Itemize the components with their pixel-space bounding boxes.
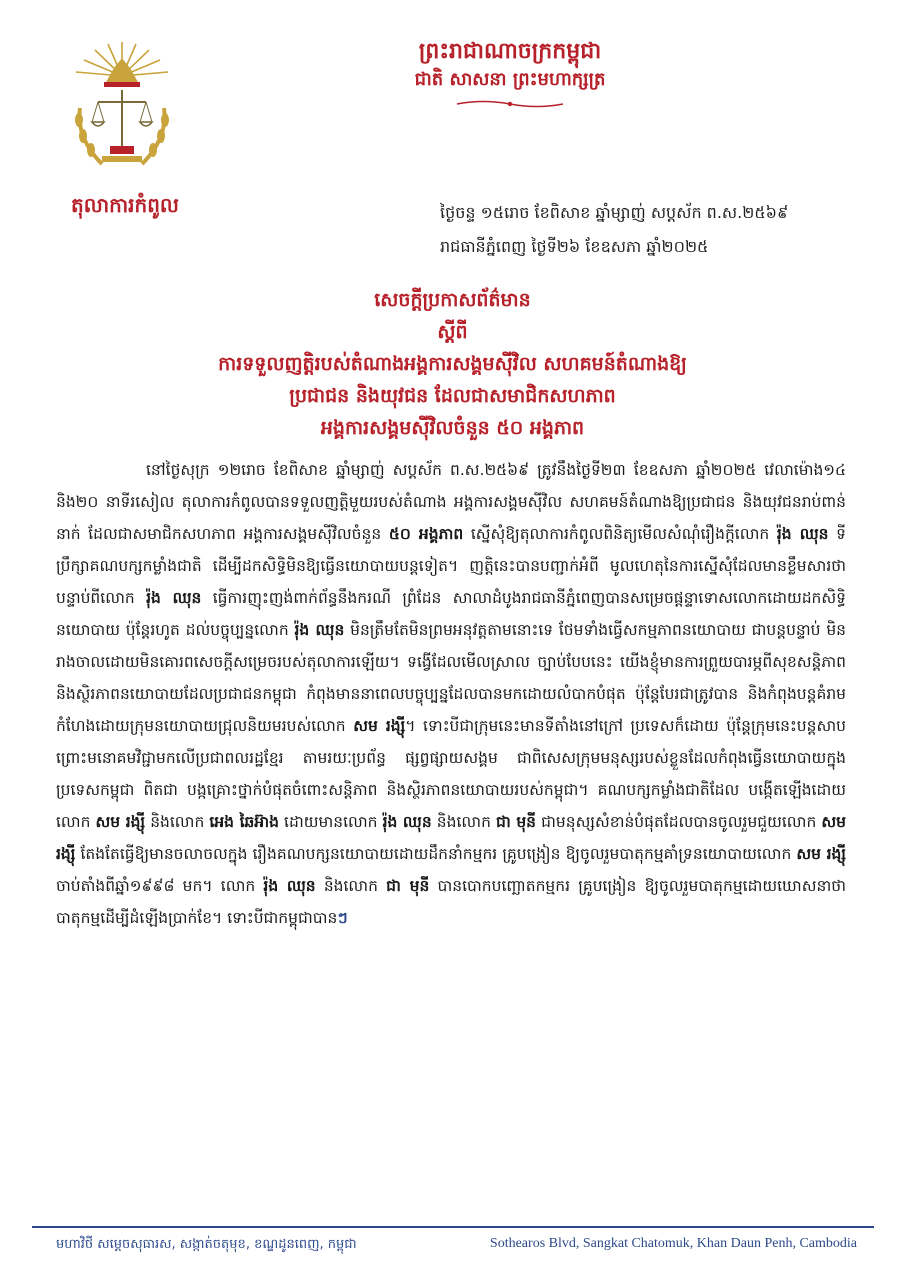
title-line1: សេចក្តីប្រកាសព័ត៌មាន: [374, 289, 531, 311]
body-text: ធ្វើការញុះញង់ពាក់ព័ន្ធនឹងករណី ព្រំដែន សាលាដំបូងរាជធានីភ្នំពេញបានសម្រេចផ្តន្ទាទោសលោកដោយដកសិទ្ធិនយោបាយ ប៉ុន្តែរហូត ដល់បច្ចុប្បន្នលោក: [56, 589, 846, 639]
date-lunar: ថ្ងៃចន្ទ ១៥រោច ខែពិសាខ ឆ្នាំម្សាញ់ សប្តស័ក ព.ស.២៥៦៩: [440, 203, 789, 222]
body-text: និងលោក: [431, 813, 497, 831]
body-bold: សម រង្ស៊ី: [56, 813, 847, 863]
body-bold: រ៉ុង ឈុន: [263, 877, 316, 895]
body-text: ដោយមានលោក: [278, 813, 383, 831]
title-line3: ការទទួលញត្តិរបស់តំណាងអង្គការសង្គមស៊ីវិល សហគមន៍តំណាងឱ្យ: [218, 353, 687, 375]
body-bold: រ៉ុង ឈុន: [146, 589, 202, 607]
title-line5: អង្គការសង្គមស៊ីវិលចំនួន ៥០ អង្គភាព: [320, 417, 585, 439]
body-bold: រ៉ុង ឈុន: [382, 813, 432, 831]
body-bold: ជា មុនី: [386, 877, 430, 895]
body-text: ស្នើសុំឱ្យតុលាការកំពូលពិនិត្យមើលសំណុំរឿងក្តីលោក: [463, 525, 777, 543]
flourish-icon: [455, 99, 565, 109]
body-text: មិនត្រឹមតែមិនព្រមអនុវត្តតាមនោះទេ ថែមទាំងធ្វើសកម្មភាពនយោបាយ ជាបន្តបន្ទាប់ មិនរាងចាលដោយមិនគោរពសេចក្តីសម្រេចរបស់តុលាការឡើយ។ ទង្វើដែលមើលស្រាល ច្បាប់បែបនេះ យើងខ្ញុំមានការព្រួយបារម្ភពីសុខសន្តិភាព និងស្ថិរភាពនយោបាយដែលប្រជាជនកម្ពុជា កំពុងមាននាពេលបច្ចុប្បន្នដែលបានមកដោយលំបាកបំផុត ប៉ុន្តែបែរជាត្រូវបាន និងកំពុងបន្តគំរាម កំហែងដោយក្រុមនយោបាយជ្រុលនិយមរបស់លោក: [56, 621, 846, 735]
continuation-mark: ៗ: [337, 909, 348, 927]
body-text: នៅថ្ងៃសុក្រ ១២រោច ខែពិសាខ ឆ្នាំម្សាញ់ សប្តស័ក ព.ស.២៥៦៩ ត្រូវនឹងថ្ងៃទី២៣ ខែឧសភា ឆ្នាំ២០២៥ វេលាម៉ោង១៤ និង២០ នាទីរសៀល តុលាការកំពូលបានទទួលញត្តិមួយរបស់តំណាង អង្គការសង្គមស៊ីវិល សហគមន៍តំណាងឱ្យប្រជាជន និងយុវជនរាប់ពាន់នាក់ ដែលជាសមាជិកសហភាព អង្គការសង្គមស៊ីវិលចំនួន: [56, 461, 846, 543]
body-text: និងលោក: [315, 877, 387, 895]
body-bold: អេង ឆៃអ៊ាង: [209, 813, 279, 831]
court-emblem-icon: [62, 38, 182, 178]
kingdom-line2: ជាតិ សាសនា ព្រះមហាក្សត្រ: [414, 69, 606, 90]
body-bold: សម រង្ស៊ី: [353, 717, 406, 735]
body-bold: សម រង្ស៊ី: [95, 813, 146, 831]
body-text: ជាមនុស្សសំខាន់បំផុតដែលបានចូលរួមជួយលោក: [536, 813, 822, 831]
date-solar: រាជធានីភ្នំពេញ ថ្ងៃទី២៦ ខែឧសភា ឆ្នាំ២០២៥: [440, 237, 709, 256]
footer-divider: [32, 1226, 874, 1228]
title-line2: ស្តីពី: [437, 321, 468, 343]
body-text: ។ ទោះបីជាក្រុមនេះមានទីតាំងនៅក្រៅ ប្រទេសក៏ដោយ ប៉ុន្តែក្រុមនេះបន្តសាបព្រោះមនោគមវិជ្ជាមកលើប្រជាពលរដ្ឋខ្មែរ តាមរយៈប្រព័ន្ធ ផ្សព្វផ្សាយសង្គម ជាពិសេសក្រុមមនុស្សរបស់ខ្លួនដែលកំពុងធ្វើនយោបាយក្នុងប្រទេសកម្ពុជា ពិតជា បង្កគ្រោះថ្នាក់បំផុតចំពោះសន្តិភាព និងស្ថិរភាពនយោបាយរបស់កម្ពុជា។ គណបក្សកម្លាំងជាតិដែល បង្កើតឡើងដោយលោក: [56, 717, 847, 831]
body-text: ទីប្រឹក្សាគណបក្សកម្លាំងជាតិ ដើម្បីដកសិទ្ធិមិនឱ្យធ្វើនយោបាយបន្តទៀត។ ញត្តិនេះបានបញ្ជាក់អំពី មូលហេតុនៃការស្នើសុំដែលមានខ្លឹមសារថា បន្ទាប់ពីលោក: [56, 525, 846, 607]
body-bold: រ៉ុង ឈុន: [294, 621, 345, 639]
document-title: [60, 284, 845, 444]
body-bold: ៥០ អង្គភាព: [388, 525, 464, 543]
footer-address-khmer: មហាវិថី សម្តេចសុធារស, សង្កាត់ចតុមុខ, ខណ្ឌដូនពេញ, កម្ពុជា: [56, 1237, 357, 1252]
body-text: និងលោក: [145, 813, 210, 831]
body-text: បានបោកបញ្ឆោតកម្មករ គ្រូបង្រៀន ឱ្យចូលរួមបាតុកម្មដោយឃោសនាថាបាតុកម្មដើម្បីដំឡើងប្រាក់ខែ។ ទោះបីជាកម្ពុជាបាន: [56, 877, 846, 927]
body-paragraph: [56, 454, 846, 934]
body-bold: សម រង្ស៊ី: [796, 845, 846, 863]
body-bold: រ៉ុង ឈុន: [776, 525, 829, 543]
title-line4: ប្រជាជន និងយុវជន ដែលជាសមាជិកសហភាព: [289, 385, 616, 407]
court-name: តុលាការកំពូល: [71, 193, 179, 217]
body-bold: ជា មុនី: [496, 813, 537, 831]
kingdom-line1: ព្រះរាជាណាចក្រកម្ពុជា: [418, 38, 602, 64]
body-text: តែងតែធ្វើឱ្យមានចលាចលក្នុង រឿងគណបក្សនយោបាយដោយដឹកនាំកម្មករ គ្រូបង្រៀន ឱ្យចូលរួមបាតុកម្មគាំទ្រនយោបាយលោក: [75, 845, 797, 863]
body-text: ចាប់តាំងពីឆ្នាំ១៩៩៨ មក។ លោក: [56, 877, 264, 895]
footer-address-english: Sothearos Blvd, Sangkat Chatomuk, Khan Daun Penh, Cambodia: [489, 1236, 857, 1251]
kingdom-header: [290, 36, 730, 113]
date-block: [440, 196, 860, 264]
